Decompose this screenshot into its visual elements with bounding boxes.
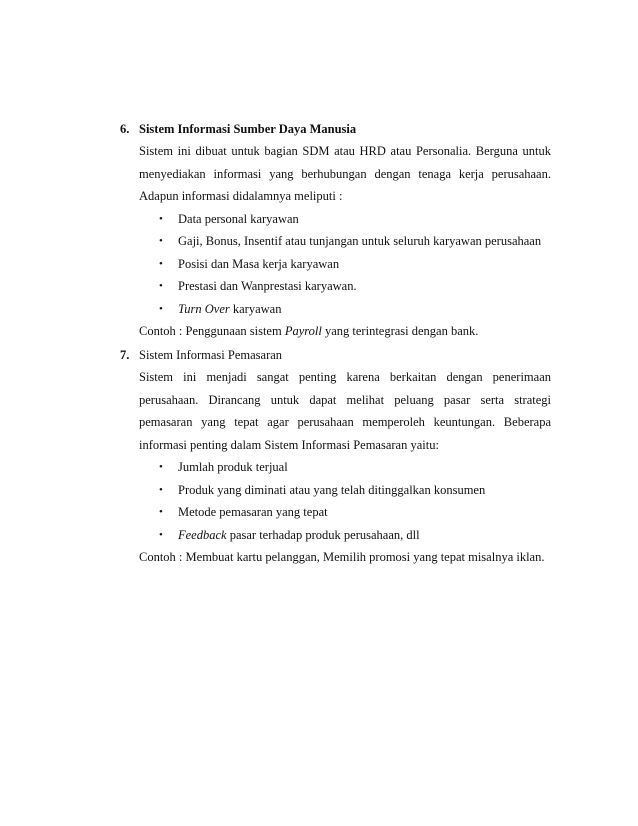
section-paragraph [139,140,551,208]
section-sdm [120,118,550,343]
section-pemasaran [120,344,550,569]
bullet-list [139,456,551,546]
list-item [159,253,551,276]
list-item [159,456,551,479]
paragraph-line: perusahaan. Dirancang untuk dapat melihat peluang pasar serta strategi [139,392,551,407]
section-heading [120,118,550,140]
list-item-text: Produk yang diminati atau yang telah ditinggalkan konsumen [178,482,486,497]
bullet-icon: • [159,280,163,292]
section-paragraph [139,366,551,456]
bullet-icon: • [159,461,163,473]
bullet-icon: • [159,302,163,315]
bullet-icon: • [159,235,163,247]
list-item-text: Data personal karyawan [178,211,299,226]
list-item-italic: Feedback [178,527,227,542]
example-line: Contoh : Membuat kartu pelanggan, Memilih promosi yang tepat misalnya iklan. [139,550,545,564]
list-item [159,230,551,253]
section-body [139,140,551,343]
list-item-text: pasar terhadap produk perusahaan, dll [226,527,420,542]
bullet-icon: • [159,528,163,541]
list-item [159,524,551,547]
bullet-icon: • [159,483,163,496]
example-suffix: yang terintegrasi dengan bank. [321,324,479,338]
paragraph-line: pemasaran yang tepat agar perusahaan memperoleh keuntungan. Beberapa [139,415,551,429]
section-body [139,366,551,569]
paragraph-line: menyediakan informasi yang berhubungan dengan tenaga kerja perusahaan. [139,166,551,181]
list-item-text: Metode pemasaran yang tepat [178,505,328,519]
paragraph-line: Sistem ini dibuat untuk bagian SDM atau HRD atau Personalia. Berguna untuk [139,144,551,158]
section-number: 7. [120,348,130,362]
list-item [159,501,551,524]
bullet-icon: • [159,257,163,270]
list-item [159,479,551,502]
bullet-icon: • [159,212,163,225]
bullet-list [139,208,551,321]
list-item-text: Jumlah produk terjual [178,460,288,474]
list-item-text: Gaji, Bonus, Insentif atau tunjangan untuk seluruh karyawan perusahaan [178,234,542,248]
list-item-text: Posisi dan Masa kerja karyawan [178,256,340,271]
list-item [159,298,551,321]
list-item-italic: Turn Over [178,301,230,316]
section-heading [120,344,550,366]
list-item-text: karyawan [229,301,282,316]
section-title: Sistem Informasi Pemasaran [139,348,283,362]
list-item [159,208,551,231]
list-item [159,275,551,298]
list-item-text: Prestasi dan Wanprestasi karyawan. [178,279,357,293]
example-italic: Payroll [284,324,322,338]
example-prefix: Contoh : Penggunaan sistem [139,324,285,338]
example-line [139,320,551,343]
section-number: 6. [120,122,130,136]
paragraph-line: Sistem ini menjadi sangat penting karena berkaitan dengan penerimaan [139,370,551,384]
bullet-icon: • [159,506,163,518]
paragraph-line: informasi penting dalam Sistem Informasi Pemasaran yaitu: [139,437,439,452]
paragraph-line: Adapun informasi didalamnya meliputi : [139,189,343,203]
section-title: Sistem Informasi Sumber Daya Manusia [139,122,357,136]
